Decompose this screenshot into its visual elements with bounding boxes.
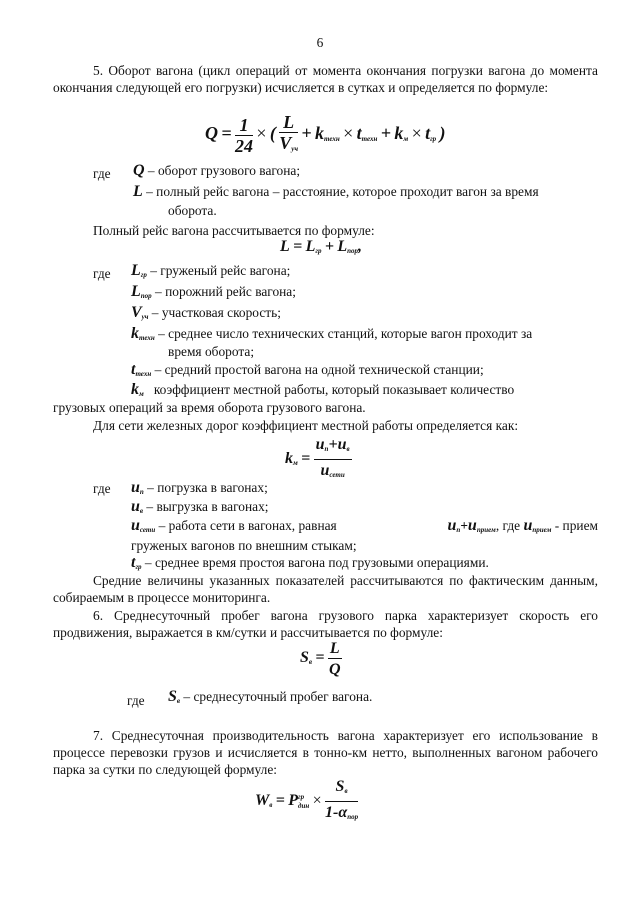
definition-text: – погрузка в вагонах;	[143, 480, 268, 495]
definition-subscript: м	[139, 390, 144, 398]
formula-subscript: м	[403, 135, 409, 144]
formula-symbol: u	[447, 517, 457, 534]
formula-symbol: k	[285, 450, 293, 468]
definition-subscript: техн	[139, 334, 155, 342]
definition-subscript: гр	[140, 271, 147, 279]
formula-indices	[298, 793, 309, 811]
definition-text: – участковая скорость;	[148, 305, 281, 320]
formula-subscript: пор	[347, 247, 359, 255]
definition-subscript: в	[139, 507, 144, 515]
fraction-denominator	[314, 460, 352, 484]
formula-symbol: t	[425, 123, 431, 144]
fraction-denominator: 24	[234, 136, 253, 156]
definition-l	[133, 183, 539, 200]
fraction-numerator: L	[329, 640, 340, 657]
fraction-denominator	[279, 133, 298, 158]
formula-subscript: в	[308, 658, 313, 667]
formula-operator: ×	[256, 123, 267, 144]
formula-symbol: S	[335, 778, 345, 795]
definition-text: – средний простой вагона на одной технической станции;	[151, 362, 484, 377]
formula-operator: =	[221, 123, 232, 144]
full-run-text: Полный рейс вагона рассчитывается по формуле:	[93, 223, 375, 238]
averages-paragraph: Средние величины указанных показателей рассчитываются по фактическим данным, собираемым в процессе мониторинга.	[53, 573, 598, 605]
formula-fraction	[325, 778, 358, 826]
definition-text: – груженый рейс вагона;	[146, 263, 291, 278]
definition-item	[168, 688, 372, 710]
definition-subscript: уч	[141, 313, 149, 321]
definition-subscript: сети	[139, 526, 156, 534]
section-5-intro: 5. Оборот вагона (цикл операций от момента окончания погрузки вагона до момента окончания следующей его погрузки) исчисляется в сутках и определяется по формуле:	[53, 63, 598, 95]
formula-symbol: u	[467, 517, 477, 534]
productivity-formula	[255, 778, 358, 826]
formula-operator: +	[301, 123, 312, 144]
definition-symbol: L	[131, 283, 141, 300]
formula-symbol: k	[394, 123, 404, 144]
where-label: где	[93, 266, 111, 281]
definition-text: – порожний рейс вагона;	[151, 284, 296, 299]
fraction-denominator	[325, 802, 358, 826]
where-label: где	[127, 693, 145, 708]
formula-operator: =	[293, 238, 303, 255]
formula-subscript: прием	[476, 526, 496, 534]
formula-subscript: п	[456, 526, 461, 534]
formula-symbol: k	[315, 123, 324, 144]
definition-symbol: k	[131, 381, 139, 398]
formula-subscript: дин	[298, 802, 310, 810]
formula-symbol: W	[255, 792, 270, 810]
formula-symbol: Q	[205, 123, 218, 144]
formula-symbol: t	[356, 123, 362, 144]
formula-operator: +	[460, 518, 468, 533]
formula-operator: ×	[343, 123, 354, 144]
formula-subscript: сети	[329, 471, 345, 479]
page-number: 6	[316, 35, 324, 50]
formula-symbol: L	[280, 238, 290, 255]
formula-fraction	[314, 436, 352, 484]
formula-fraction	[279, 114, 298, 158]
definition-useti	[131, 517, 598, 539]
fraction-numerator: 1	[235, 117, 253, 136]
definition-subscript: п	[139, 488, 144, 496]
formula-operator: +	[328, 436, 338, 453]
formula-operator: ×	[411, 123, 422, 144]
definition-text: – полный рейс вагона – расстояние, которое проходит вагон за время	[142, 184, 539, 199]
definition-continued: время оборота;	[168, 344, 255, 359]
formula-symbol: u	[337, 436, 347, 453]
full-run-formula	[280, 238, 362, 260]
formula-subscript: пор	[347, 813, 359, 821]
definition-subscript: пор	[140, 292, 152, 300]
formula-subscript: п	[324, 445, 329, 453]
definition-continued: груженых вагонов по внешним стыкам;	[131, 538, 357, 553]
formula-symbol: P	[288, 792, 298, 810]
definition-symbol: Q	[133, 162, 145, 179]
formula-symbol: 1-	[325, 804, 339, 821]
section-7-intro: 7. Среднесуточная производительность вагона характеризует его использование в процессе перевозки грузов и исчисляется в тонно-км нетто, выполненных вагоном рабочего парка за сутки по следующей формуле:	[53, 728, 598, 777]
fraction-denominator: Q	[329, 661, 341, 678]
definition-text: – среднее число технических станций, которые вагон проходит за	[154, 326, 533, 341]
formula-paren: )	[439, 123, 446, 144]
formula-subscript: м	[293, 459, 298, 468]
definition-symbol: S	[168, 688, 177, 705]
formula-operator: =	[275, 792, 285, 810]
useti-formula	[447, 517, 598, 539]
local-work-formula	[285, 436, 352, 484]
definition-text: коэффициент местной работы, который показывает количество	[143, 382, 515, 397]
formula-subscript: уч	[291, 145, 299, 153]
formula-fraction	[328, 640, 342, 678]
where-label: где	[93, 481, 111, 496]
formula-subscript: гр	[315, 247, 322, 255]
formula-symbol: α	[338, 804, 348, 821]
formula-subscript: в	[346, 445, 350, 453]
formula-fraction	[235, 117, 253, 155]
where-label: где	[93, 166, 111, 181]
fraction-numerator: L	[279, 114, 298, 133]
definition-text: – работа сети в вагонах, равная	[155, 518, 337, 533]
formula-symbol: u	[320, 462, 330, 479]
definition-l-continued: оборота.	[168, 203, 217, 218]
formula-operator: =	[315, 649, 325, 667]
definition-item	[131, 304, 281, 326]
useti-part1	[131, 517, 337, 539]
formula-subscript: в	[344, 787, 348, 795]
formula-operator: ×	[312, 792, 322, 810]
fraction-numerator	[325, 778, 358, 802]
turnover-formula	[205, 114, 446, 158]
daily-run-formula	[300, 640, 342, 678]
definition-q	[133, 162, 300, 179]
definition-item	[131, 283, 296, 305]
formula-subscript: прием	[532, 526, 552, 534]
definition-text: - прием	[551, 518, 598, 533]
formula-operator: +	[380, 123, 392, 144]
formula-paren: (	[269, 123, 276, 144]
definition-subscript: техн	[135, 370, 152, 378]
formula-symbol: L	[337, 238, 348, 255]
definition-symbol: t	[131, 554, 136, 571]
definition-symbol: u	[131, 498, 140, 515]
definition-subscript: гр	[135, 563, 142, 571]
definition-continued: грузовых операций за время оборота грузового вагона.	[53, 400, 366, 415]
definition-symbol: u	[131, 517, 140, 534]
definition-item	[131, 361, 484, 383]
definition-text: – среднесуточный пробег вагона.	[180, 689, 373, 704]
formula-symbol: V	[279, 133, 292, 153]
definition-symbol: L	[133, 183, 143, 200]
formula-operator: +	[324, 238, 334, 255]
formula-comma: ,	[358, 238, 363, 255]
definition-text: – среднее время простоя вагона под грузовыми операциями.	[141, 555, 489, 570]
formula-operator: =	[301, 450, 311, 468]
definition-text: , где	[495, 518, 524, 533]
definition-symbol: t	[131, 361, 136, 378]
formula-symbol: S	[300, 649, 309, 667]
formula-symbol: u	[315, 436, 325, 453]
formula-subscript: в	[269, 801, 273, 810]
definition-text: – выгрузка в вагонах;	[143, 499, 269, 514]
definition-subscript: в	[176, 697, 181, 705]
formula-subscript: техн	[361, 135, 378, 144]
formula-symbol: u	[523, 517, 533, 534]
definition-symbol: u	[131, 479, 140, 496]
section-6-intro: 6. Среднесуточный пробег вагона грузового парка характеризует скорость его продвижения, выражается в км/сутки и рассчитывается по формуле:	[53, 608, 598, 640]
formula-symbol: L	[305, 238, 316, 255]
network-text: Для сети железных дорог коэффициент местной работы определяется как:	[93, 418, 519, 433]
definition-text: – оборот грузового вагона;	[144, 163, 301, 178]
formula-superscript: гр	[298, 793, 305, 801]
formula-subscript: гр	[430, 135, 437, 144]
definition-symbol: k	[131, 325, 139, 342]
definition-symbol: V	[131, 304, 142, 321]
definition-symbol: L	[131, 262, 141, 279]
formula-subscript: техн	[324, 135, 340, 144]
definition-item	[131, 262, 290, 284]
fraction-numerator	[314, 436, 352, 460]
